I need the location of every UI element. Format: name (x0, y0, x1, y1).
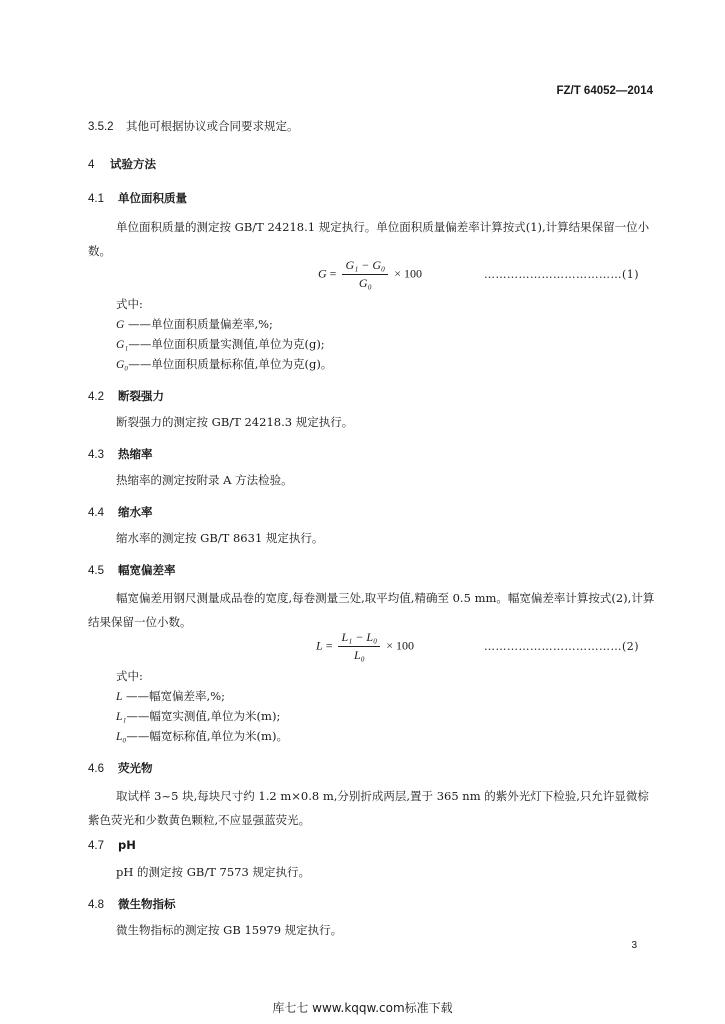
clause-3-5-2 (88, 118, 299, 134)
paragraph-4-4: 缩水率的测定按 GB/T 8631 规定执行。 (116, 531, 324, 545)
heading-title: 热缩率 (118, 447, 153, 461)
definition-item (116, 688, 225, 704)
heading-title: 微生物指标 (118, 897, 176, 911)
paragraph-4-7: pH 的测定按 GB/T 7573 规定执行。 (116, 865, 310, 879)
formula-1 (318, 258, 422, 291)
where-label: 式中: (116, 669, 143, 683)
heading-number: 4.3 (88, 449, 104, 461)
definition-text: ——单位面积质量实测值,单位为克(g); (128, 337, 325, 351)
section-title: 试验方法 (110, 157, 156, 171)
heading-4-2 (88, 388, 164, 404)
heading-title: 幅宽偏差率 (118, 563, 176, 577)
heading-4-8 (88, 896, 176, 912)
paragraph-4-6: 取试样 3~5 块,每块尺寸约 1.2 m×0.8 m,分别折成两层,置于 365 nm 的紫外光灯下检验,只允许显微棕紫色荧光和少数黄色颗粒,不应显强蓝荧光。 (88, 789, 649, 827)
where-label: 式中: (116, 297, 143, 311)
definition-symbol: L₁ (116, 711, 127, 723)
heading-4-1 (88, 190, 187, 206)
section-4-heading (88, 156, 156, 172)
definition-symbol: G₀ (116, 359, 129, 371)
standard-number: FZ/T 64052—2014 (556, 85, 653, 97)
definition-text: ——幅宽标称值,单位为米(m)。 (126, 729, 288, 743)
formula-denominator: L₀ (353, 648, 365, 662)
definition-text: ——幅宽偏差率,%; (122, 689, 226, 703)
formula-1-leader: ………………………………(1) (484, 268, 640, 281)
section-number: 4 (88, 159, 95, 171)
clause-text: 其他可根据协议或合同要求规定。 (126, 119, 299, 133)
heading-title: 单位面积质量 (118, 191, 187, 205)
formula-multiplier: × 100 (386, 638, 415, 653)
heading-number: 4.2 (88, 391, 104, 403)
formula-2-leader: ………………………………(2) (484, 640, 640, 653)
formula-lhs: G (318, 266, 327, 281)
heading-number: 4.4 (88, 507, 104, 519)
formula-numerator: L₁ − L₀ (338, 630, 380, 647)
formula-numerator: G₁ − G₀ (342, 258, 388, 275)
definition-item (116, 728, 288, 744)
definition-symbol: G₁ (116, 339, 129, 351)
formula-lhs: L (316, 638, 323, 653)
definition-symbol: L (116, 691, 123, 703)
paragraph-4-8: 微生物指标的测定按 GB 15979 规定执行。 (116, 923, 343, 937)
definition-symbol: L₀ (116, 731, 127, 743)
paragraph-4-5: 幅宽偏差用钢尺测量成品卷的宽度,每卷测量三处,取平均值,精确至 0.5 mm。幅宽偏差率计算按式(2),计算结果保留一位小数。 (88, 591, 655, 629)
formula-2 (316, 630, 414, 663)
heading-title: 荧光物 (118, 761, 153, 775)
heading-number: 4.1 (88, 193, 104, 205)
formula-equals: = (325, 638, 333, 653)
heading-4-4 (88, 504, 153, 520)
heading-4-6 (88, 760, 153, 776)
heading-number: 4.5 (88, 565, 104, 577)
definition-item (116, 356, 332, 372)
definition-text: ——幅宽实测值,单位为米(m); (126, 709, 281, 723)
heading-number: 4.8 (88, 899, 104, 911)
definition-symbol: G (116, 319, 125, 331)
heading-title: pH (118, 838, 136, 852)
heading-title: 断裂强力 (118, 389, 164, 403)
paragraph-4-1: 单位面积质量的测定按 GB/T 24218.1 规定执行。单位面积质量偏差率计算按式(1),计算结果保留一位小数。 (88, 220, 650, 258)
heading-title: 缩水率 (118, 505, 153, 519)
footer-watermark: 库七七 www.kqqw.com标准下载 (272, 1001, 453, 1015)
formula-fraction (342, 258, 388, 291)
heading-number: 4.7 (88, 840, 104, 852)
definition-text: ——单位面积质量偏差率,%; (124, 317, 273, 331)
definition-text: ——单位面积质量标称值,单位为克(g)。 (128, 357, 333, 371)
page-number: 3 (631, 940, 637, 951)
heading-4-7 (88, 838, 136, 852)
formula-multiplier: × 100 (394, 266, 423, 281)
definition-item (116, 316, 273, 332)
clause-number: 3.5.2 (88, 121, 114, 133)
heading-number: 4.6 (88, 763, 104, 775)
heading-4-5 (88, 562, 176, 578)
heading-4-3 (88, 446, 153, 462)
paragraph-4-2: 断裂强力的测定按 GB/T 24218.3 规定执行。 (116, 415, 354, 429)
formula-denominator: G₀ (358, 276, 372, 290)
formula-fraction (338, 630, 380, 663)
paragraph-4-3: 热缩率的测定按附录 A 方法检验。 (116, 473, 293, 487)
definition-item (116, 708, 280, 724)
formula-equals: = (329, 266, 337, 281)
definition-item (116, 336, 325, 352)
